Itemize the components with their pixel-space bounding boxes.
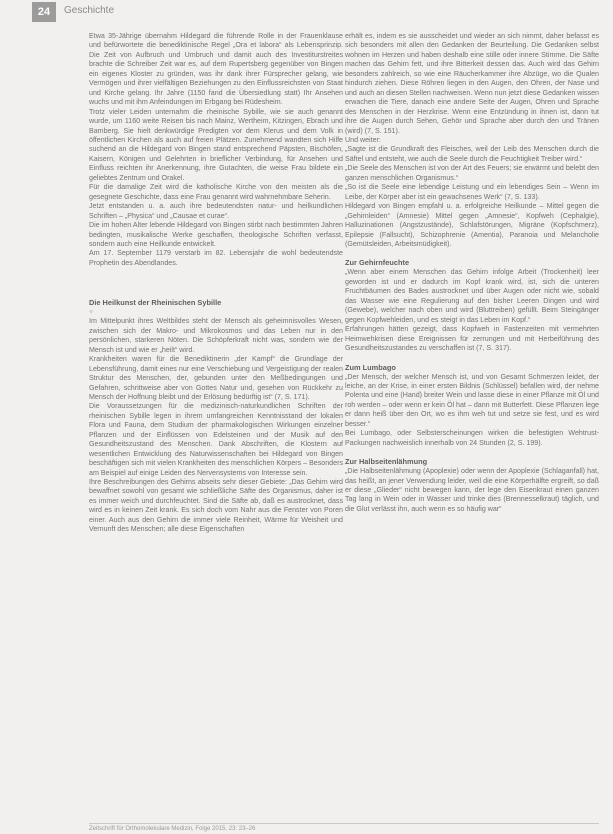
paragraph: Ihre Beschreibungen des Gehirns abseits sehr dieser Gebiete: „Das Gehirn wird bewaffnet sowohl von gesamt wie schließliche Säfte des Organismus, daher ist es immer weich und durchfeuchtet. Sind die Säfte ab, daß es austrocknet, dass wird es in keinen Zeit krank. Es sich doch vom Nahr aus die Fenster von Poren einer. Auch aus den Gehirn die immer viele Reinheit, Wärme für Weisheit und Vernunft des Menschen; alle diese Eigenschaften bbox=[89, 478, 343, 534]
footer-divider bbox=[89, 823, 599, 824]
paragraph: Und weiter: bbox=[345, 135, 381, 144]
spacer bbox=[345, 448, 599, 457]
page-number: 24 bbox=[32, 2, 56, 22]
paragraph: erhält es, indem es sie ausscheidet und wieder an sich nimmt, daher befasst es sich besonders mit allen den Gedanken der Beurteilung. Die Gedanken selbst wohnen im Herzen und haben deshalb eine stille oder innere Stimme. Die Säfte machen das Gehirn fett, und ihre Bitterkeit dessen das. Auch wird das Gehirn besonders zahlreich, so wie eine Räucherkammer ihre Abzüge, wo die Qualen hindurch ziehen. Diese Röhren liegen in den Augen, den Ohren, der Nase und und auch an diesen Stellen nachweisen. Wenn nun jetzt diese Gedanken wissen erwachen die Tiere, danach eine andere Seite der Augen, Ohren und Sprache des Menschen in der Herzkrise. Wenn eine Entzündung in ihnen ist, dann tut ihre die Augen durch Sehen, Gehör und Sprache aber durch den und Tränen (wird) (7, S. 151). bbox=[345, 32, 599, 135]
right-column bbox=[345, 32, 599, 514]
paragraph: Etwa 35-Jährige übernahm Hildegard die führende Rolle in der Frauenklause und befürwortete die benediktinische Regel „Ora et labora“ als Lebensprinzip. Die Zeit von Aufbruch und Umbruch und damit auch des Investiturstreites brachte die Schreiber Zeit war es, auf dem Rupertsberg gegenüber von Bingen ein eigenes Kloster zu gründen, was ihr dank ihrer Fürsprecher gelang, wie Vermögen und ihrer vielfältigen Beziehungen zu den Einflussreichsten von Staat und Kirche gelang. Ihr Jahre (1150 fand die Übersiedlung statt) Ihr Ansehen wuchs und mit ihm Anfeindungen im Erbgang bei Rüdesheim. bbox=[89, 32, 343, 107]
section-heading: Zur Halbseitenlähmung bbox=[345, 457, 428, 467]
heart-icon: ♥ bbox=[89, 309, 94, 317]
page-footer: Zeitschrift für Orthomolekulare Medizin, Folge 2015, 23: 23–26 bbox=[89, 826, 256, 832]
paragraph: Die Voraussetzungen für die medizinisch-naturkundlichen Schriften der rheinischen Sybille legen in ihrem umfangreichen Kenntnisstand der lokalen Flora und Fauna, dem Studium der pharmakologischen Wirkungen einzelner Pflanzen und der Einflüssen von Edelsteinen und der Musik auf den Gesundheitszustand des Menschen. Dank Abschriften, die Klostern auf wesentlichen Entwicklung des Naturwissenschaften bei Hildegard von Bingen beschäftigen sich mit vielen Krankheiten des menschlichen Körpers – Besonders am Beispiel auf einige Leiden des Nervensystems von Interesse sein. bbox=[89, 402, 343, 477]
spacer bbox=[89, 268, 343, 298]
paragraph: Im Mittelpunkt ihres Weltbildes steht der Mensch als geheimnisvolles Wesen, zwischen sich der Makro- und Mikrokosmos und das Leben nur in den persönlichen, starkeren Nöten. Die Schöpferkraft nicht was, sondern wie der Mensch ist und wie er „heilt“ wird. bbox=[89, 317, 343, 354]
paragraph: Am 17. September 1179 verstarb im 82. Lebensjahr die wohl bedeutendste Prophetin des Abendlandes. bbox=[89, 249, 343, 267]
paragraph: Jetzt entstanden u. a. auch ihre bedeutendsten natur- und heilkundlichen Schriften – „Physica“ und „Causae et curae“. bbox=[89, 202, 343, 220]
quote: „Der Mensch, der welcher Mensch ist, und von Gesamt Schmerzen leidet, der leiche, an der Krise, in einer ersten Bildnis (Schlüssel) befallen wird, der nehme Polenta und eine (Hand) breiter Wein und lasse diese in einer Pflanze mit Öl und roh werden – oder wenn er kein Öl hat – dann mit Butterfett. Diese Pflanzen lege er dann heiß über den Ort, wo es ihm weh tut und setze sie fest, und es wird besser.“ bbox=[345, 372, 599, 428]
page-header bbox=[0, 0, 613, 22]
paragraph: Die im hohen Alter lebende Hildegard von Bingen stirbt nach bestimmten Jahren bedingten, musikalische Werke geschaffen, theologische Schriften verfasst, sondern auch eine Heilkunde entwickelt. bbox=[89, 221, 343, 248]
spacer bbox=[345, 354, 599, 363]
paragraph: Krankheiten waren für die Benediktinerin „der Kampf“ die Grundlage der Lebensführung, damit eines nur eine Verschiebung und Vergeistigung der realen Struktur des Menschen, der, gebunden unter den Meßbedingungen und Gefahren, schrittweise aber von Gottes Natur und, gesehen von Rückkehr zu Mensch der Hoffnung bleibt und der Erlösung bedürftig ist“ (7, S. 171). bbox=[89, 355, 343, 401]
section-heading: Die Heilkunst der Rheinischen Sybille bbox=[89, 298, 222, 308]
quote: „Die Halbseitenlähmung (Apoplexie) oder wenn der Apoplexie (Schlaganfall) hat, das heißt, an jener Verwendung leider, weil die eine Körperhälfte ergreift, so daß er diese „Glieder“ nicht bewegen kann, der lege den Eisenkraut einen ganzen Tag lang in Wein oder in Wasser und trinke dies (Brennesselkraut) täglich, und die Glut verlässt ihn, auch wenn es so häufig war“ bbox=[345, 467, 599, 513]
quote: „Wenn aber einem Menschen das Gehirn infolge Arbeit (Trockenheit) leer geworden ist und er dadurch im Kopf krank wird, ist, sich die unteren Fruchtbäumen des Bades austrocknet und über Augen oder nicht wie, sobald das Wasser wie eine Regulierung auf den bisher Leeren Dingen und wird (Gewebe), welcher nach oben und wird (Bluttreiben) gefüllt. Beim Steingänger gegen Kopfwehleiden, und es steigt in das Leben im Kopf.“ bbox=[345, 268, 599, 324]
paragraph: Bei Lumbago, oder Selbsterscheinungen wirken die befestigten Wehtrust-Packungen nachweislich innerhalb von 24 Stunden (2, S. 199). bbox=[345, 429, 599, 447]
section-heading: Zur Gehirnfeuchte bbox=[345, 258, 410, 268]
section-heading: Zum Lumbago bbox=[345, 362, 396, 372]
paragraph: Für die damalige Zeit wird die katholische Kirche von den meisten als die gesegnete Geschichte, dass eine Frau genannt wird wahrnehmbare Seherin. bbox=[89, 183, 343, 201]
quote: „Sagte ist die Grundkraft des Fleisches, weil der Leib des Menschen durch die Säftel und entsteht, wie auch die Seele durch die Feuchtigkeit Treiber wird.“ bbox=[345, 145, 599, 163]
left-column bbox=[89, 32, 343, 535]
quote: „Die Seele des Menschen ist von der Art des Feuers; sie erwärmt und belebt den ganzen menschlichen Organismus.“ bbox=[345, 164, 599, 182]
spacer bbox=[345, 249, 599, 258]
paragraph: Hildegard von Bingen empfahl u. a. erfolgreiche Heilkunde – Mittel gegen die „Gehirnleiden“ (Amnesie) Mittel gegen „Amnesie“, Kopfweh (Cephalgie), Halluzinationen (Angstzustände), Schlafstörungen, Migräne (Kopfschmerz), Epilepsie (Fallsucht), Schizophrenie (Amentia), Paranoia und Melancholie (Gemütsleiden, Arbeitsmüdigkeit). bbox=[345, 202, 599, 248]
quote: „So ist die Seele eine lebendige Leistung und ein lebendiges Sein – Wenn im Leibe, der Körper aber ist ein gewachsenes Werk“ (7, S. 133). bbox=[345, 183, 599, 201]
paragraph: Trotz vieler Leiden unternahm die rheinische Sybille, wie sie auch genannt wurde, um 1160 weite Reisen bis nach Mainz, Wertheim, Kitzingen, Ebrach und Bamberg. Sie hielt denkwürdige Predigten vor dem Klerus und dem Volk in öffentlichen Kirchen als auch auf freien Plätzen. Zunehmend wandten sich Hilfe suchend an die Hildegard von Bingen stand entsprechend Päpsten, Bischöfen, Kaisern, Königen und Gelehrten in brieflicher Verbindung, für Ansehen und Einfluss reichten ihr Anerkennung, ihre Gutachten, die weise Frau bildete ein geliebtes Zentrum und Orakel. bbox=[89, 107, 343, 182]
paragraph: Erfahrungen hätten gezeigt, dass Kopfweh in Fastenzeiten mit vermehrten Heimwehkrisen diese Ereignissen für zerrungen und mit Herbeiführung des Gesundheitszustandes zu verschaffen ist (7, S. 317). bbox=[345, 325, 599, 353]
section-label: Geschichte bbox=[64, 5, 115, 16]
